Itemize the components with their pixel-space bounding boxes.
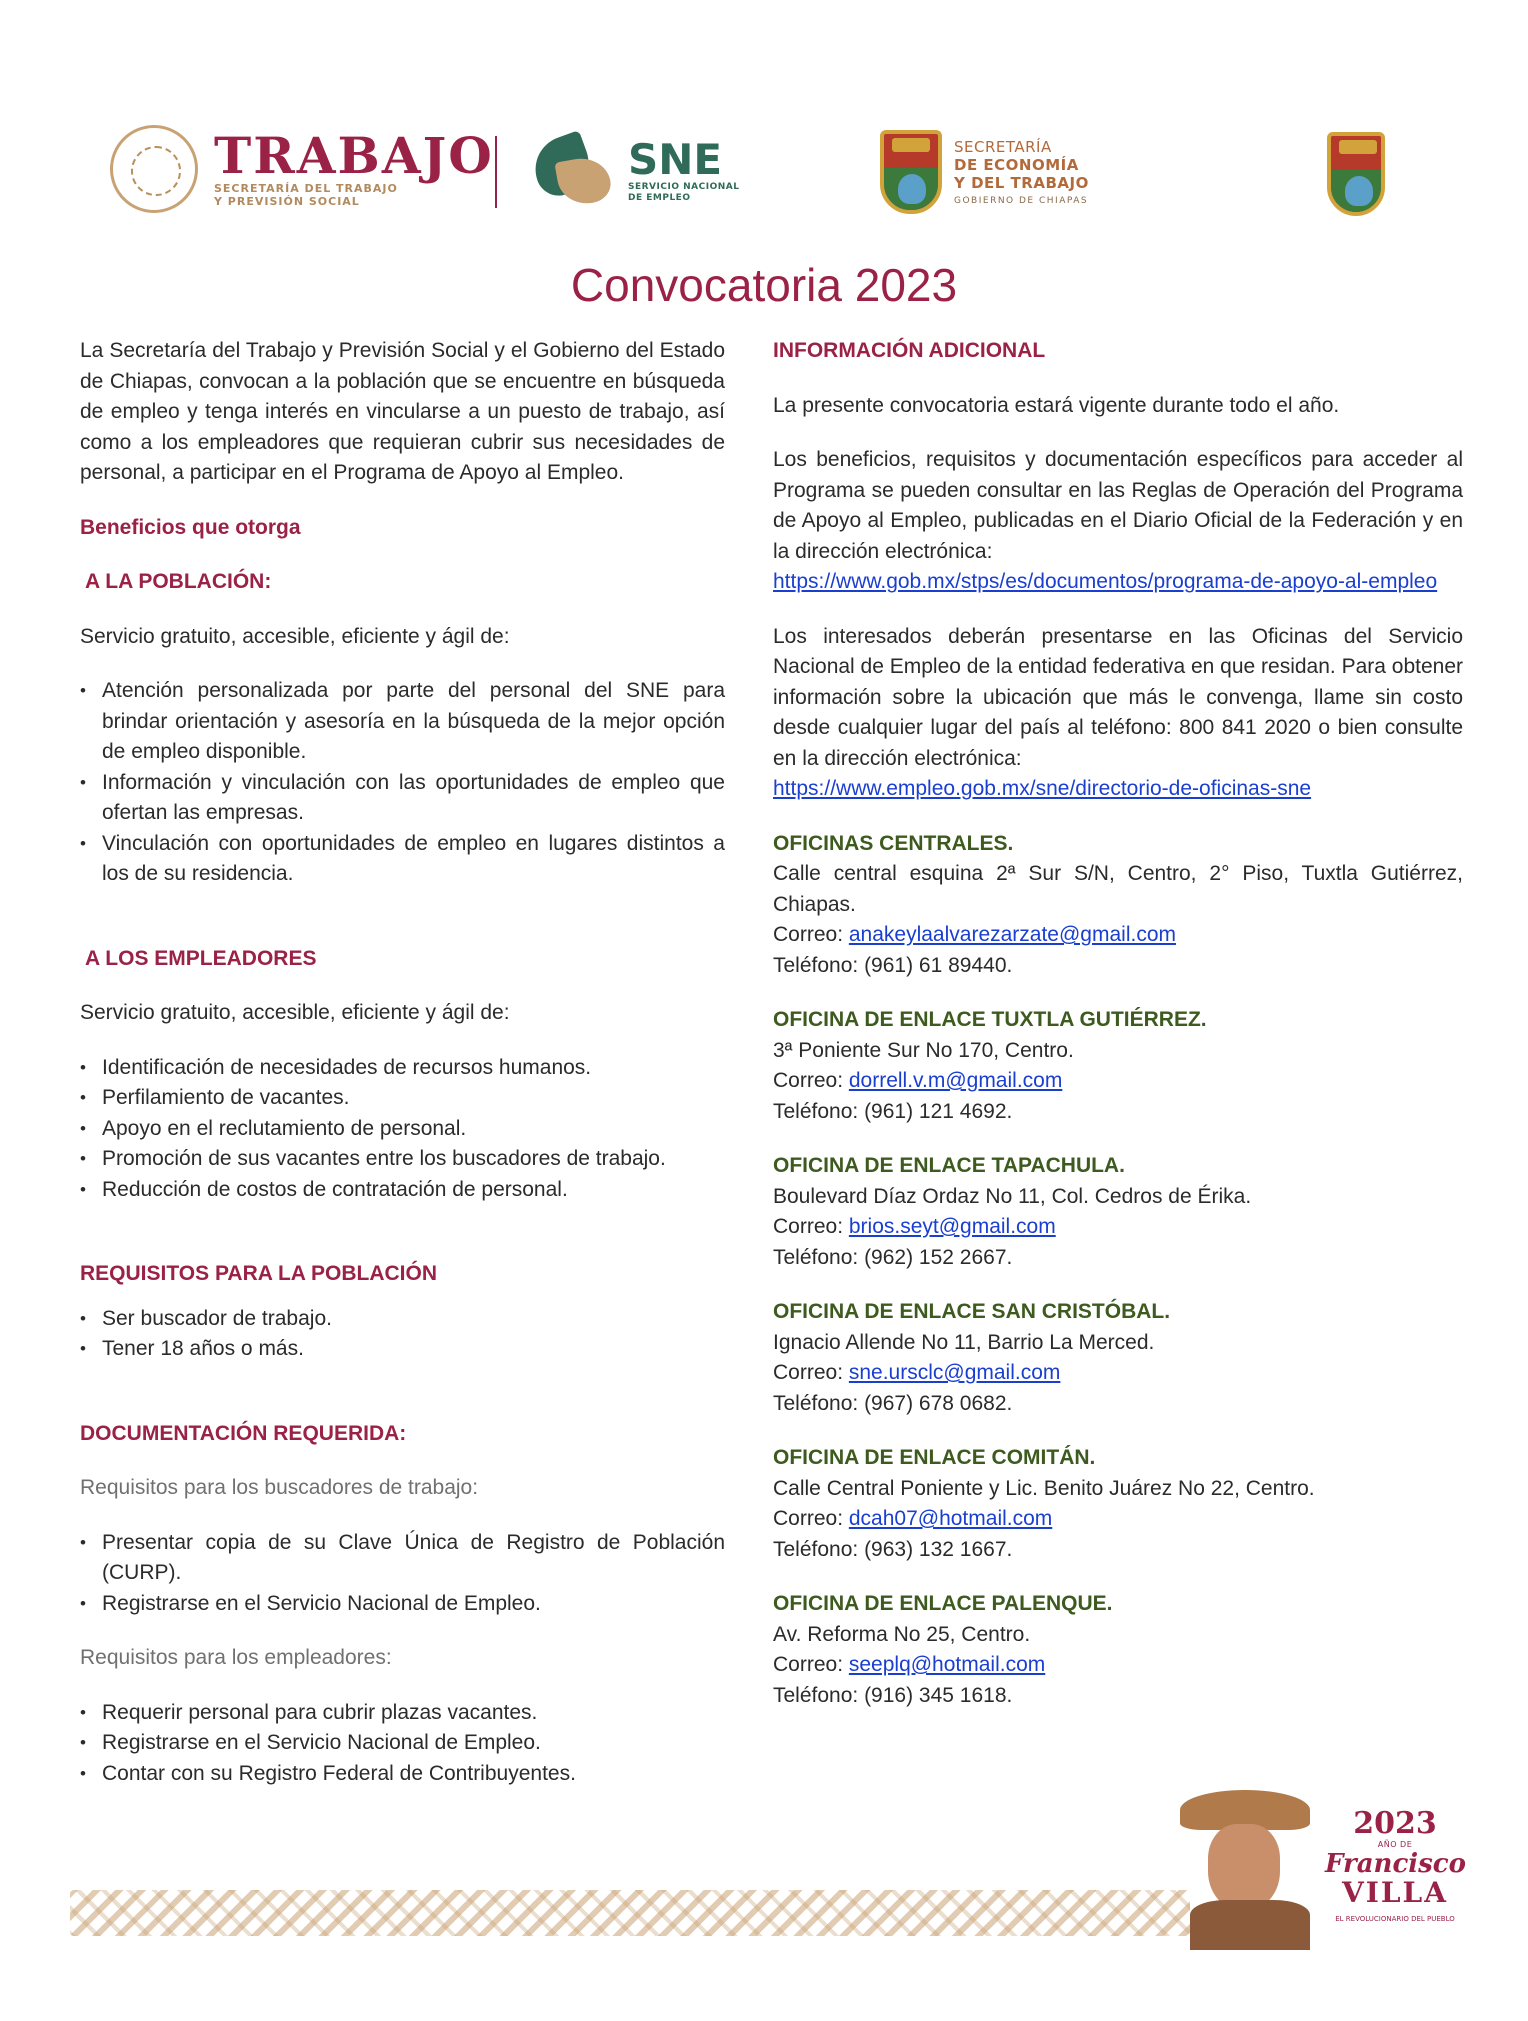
office-block bbox=[773, 1443, 1463, 1565]
right-column bbox=[773, 336, 1463, 1711]
empleadores-heading: A LOS EMPLEADORES bbox=[80, 946, 317, 970]
office-name: OFICINA DE ENLACE TUXTLA GUTIÉRREZ. bbox=[773, 1008, 1207, 1031]
intro-paragraph: La Secretaría del Trabajo y Previsión Social y el Gobierno del Estado de Chiapas, convocan a la población que se encuentre en búsqueda de empleo y tenga interés en vincularse a un puesto de trabajo, así como a los empleadores que requieran cubrir sus necesidades de personal, a participar en el Programa de Apoyo al Empleo. bbox=[80, 339, 725, 484]
office-phone: Teléfono: (961) 61 89440. bbox=[773, 953, 1013, 977]
trabajo-logo-sub1: SECRETARÍA DEL TRABAJO bbox=[214, 182, 398, 195]
vigencia-paragraph: La presente convocatoria estará vigente durante todo el año. bbox=[773, 393, 1340, 417]
office-email-link[interactable]: brios.seyt@gmail.com bbox=[848, 1215, 1056, 1238]
office-address: Ignacio Allende No 11, Barrio La Merced. bbox=[773, 1330, 1155, 1354]
francisco-villa-logo bbox=[1180, 1780, 1480, 1960]
office-address: Calle central esquina 2ª Sur S/N, Centro, 2° Piso, Tuxtla Gutiérrez, Chiapas. bbox=[773, 862, 1463, 916]
list-item: • Identificación de necesidades de recursos humanos. bbox=[80, 1053, 725, 1084]
office-email-link[interactable]: dorrell.v.m@gmail.com bbox=[848, 1069, 1063, 1092]
header bbox=[110, 120, 1430, 260]
email-label: Correo: bbox=[773, 1507, 849, 1530]
office-name: OFICINA DE ENLACE COMITÁN. bbox=[773, 1446, 1096, 1469]
trabajo-logo-sub2: Y PREVISIÓN SOCIAL bbox=[214, 195, 360, 208]
documentacion-heading: DOCUMENTACIÓN REQUERIDA: bbox=[80, 1421, 407, 1445]
list-item: • Registrarse en el Servicio Nacional de Empleo. bbox=[80, 1728, 725, 1759]
eco-logo-line2: DE ECONOMÍA bbox=[954, 156, 1079, 174]
logo-divider bbox=[495, 136, 497, 208]
office-email-link[interactable]: dcah07@hotmail.com bbox=[848, 1507, 1053, 1530]
office-email-line bbox=[773, 920, 1463, 951]
chiapas-coat-icon bbox=[1327, 132, 1385, 216]
doc-empleadores-label: Requisitos para los empleadores: bbox=[80, 1646, 392, 1669]
eco-logo-line1: SECRETARÍA bbox=[954, 138, 1052, 156]
list-item: • Tener 18 años o más. bbox=[80, 1334, 725, 1365]
office-name: OFICINA DE ENLACE SAN CRISTÓBAL. bbox=[773, 1300, 1171, 1323]
office-email-line bbox=[773, 1358, 1463, 1389]
villa-year: 2023 bbox=[1353, 1806, 1437, 1841]
decorative-footer-band bbox=[70, 1890, 1190, 1936]
office-name: OFICINA DE ENLACE PALENQUE. bbox=[773, 1592, 1113, 1615]
villa-tagline: EL REVOLUCIONARIO DEL PUEBLO bbox=[1335, 1915, 1455, 1923]
economia-logo bbox=[880, 130, 1089, 214]
office-email-link[interactable]: sne.ursclc@gmail.com bbox=[848, 1361, 1061, 1384]
office-address: 3ª Poniente Sur No 170, Centro. bbox=[773, 1038, 1074, 1062]
poblacion-heading: A LA POBLACIÓN: bbox=[80, 570, 272, 593]
email-label: Correo: bbox=[773, 923, 849, 946]
chiapas-coat-logo bbox=[1327, 132, 1385, 216]
doc-buscadores-list bbox=[80, 1528, 725, 1620]
trabajo-logo-word: TRABAJO bbox=[214, 126, 494, 185]
interesados-paragraph: Los interesados deberán presentarse en las Oficinas del Servicio Nacional de Empleo de la entidad federativa en que residan. Para obtener información sobre la ubicación que más le convenga, llame sin costo desde cualquier lugar del país al teléfono: 800 841 2020 o bien consulte en la dirección electrónica: bbox=[773, 624, 1463, 770]
list-item: • Promoción de sus vacantes entre los buscadores de trabajo. bbox=[80, 1144, 725, 1175]
office-phone: Teléfono: (962) 152 2667. bbox=[773, 1245, 1013, 1269]
empleadores-intro: Servicio gratuito, accesible, eficiente y ágil de: bbox=[80, 1001, 510, 1024]
empleadores-list bbox=[80, 1053, 725, 1206]
chiapas-shield-icon bbox=[880, 130, 942, 214]
email-label: Correo: bbox=[773, 1653, 849, 1676]
villa-portrait-icon bbox=[1180, 1780, 1320, 1950]
requisitos-heading: REQUISITOS PARA LA POBLACIÓN bbox=[80, 1262, 438, 1285]
mexico-seal-icon bbox=[110, 125, 198, 213]
beneficios-heading: Beneficios que otorga bbox=[80, 515, 301, 539]
requisitos-list bbox=[80, 1304, 725, 1365]
beneficios-paragraph: Los beneficios, requisitos y documentación específicos para acceder al Programa se pueden consultar en las Reglas de Operación del Programa de Apoyo al Empleo, publicadas en el Diario Oficial de la Federación y en la dirección electrónica: bbox=[773, 448, 1463, 563]
office-phone: Teléfono: (967) 678 0682. bbox=[773, 1391, 1013, 1415]
list-item: • Apoyo en el reclutamiento de personal. bbox=[80, 1114, 725, 1145]
office-block bbox=[773, 1151, 1463, 1273]
list-item: • Reducción de costos de contratación de personal. bbox=[80, 1175, 725, 1206]
page-title: Convocatoria 2023 bbox=[570, 259, 958, 311]
office-email-link[interactable]: seeplq@hotmail.com bbox=[848, 1653, 1046, 1676]
office-block bbox=[773, 829, 1463, 982]
sne-logo-sub2: DE EMPLEO bbox=[628, 193, 691, 203]
office-block bbox=[773, 1589, 1463, 1711]
office-address: Av. Reforma No 25, Centro. bbox=[773, 1622, 1031, 1646]
email-label: Correo: bbox=[773, 1361, 849, 1384]
email-label: Correo: bbox=[773, 1069, 849, 1092]
left-column bbox=[80, 336, 725, 1789]
doc-empleadores-list bbox=[80, 1698, 725, 1790]
sne-logo-word: SNE bbox=[628, 135, 723, 184]
list-item: • Registrarse en el Servicio Nacional de Empleo. bbox=[80, 1589, 725, 1620]
office-phone: Teléfono: (961) 121 4692. bbox=[773, 1099, 1013, 1123]
list-item: • Contar con su Registro Federal de Contribuyentes. bbox=[80, 1759, 725, 1790]
directorio-oficinas-link[interactable]: https://www.empleo.gob.mx/sne/directorio-de-oficinas-sne bbox=[773, 777, 1312, 800]
office-address: Calle Central Poniente y Lic. Benito Juárez No 22, Centro. bbox=[773, 1476, 1315, 1500]
poblacion-intro: Servicio gratuito, accesible, eficiente y ágil de: bbox=[80, 624, 510, 648]
list-item: • Requerir personal para cubrir plazas vacantes. bbox=[80, 1698, 725, 1729]
office-email-line bbox=[773, 1066, 1463, 1097]
info-adicional-heading: INFORMACIÓN ADICIONAL bbox=[773, 339, 1046, 362]
email-label: Correo: bbox=[773, 1215, 849, 1238]
villa-name: Francisco bbox=[1325, 1849, 1466, 1879]
office-name: OFICINA DE ENLACE TAPACHULA. bbox=[773, 1154, 1125, 1177]
list-item: • Vinculación con oportunidades de empleo en lugares distintos a los de su residencia. bbox=[80, 829, 725, 890]
list-item: • Perfilamiento de vacantes. bbox=[80, 1083, 725, 1114]
sne-logo-sub1: SERVICIO NACIONAL bbox=[628, 182, 740, 192]
poblacion-list bbox=[80, 676, 725, 890]
office-block bbox=[773, 1297, 1463, 1419]
sne-logo bbox=[530, 128, 739, 214]
list-item: • Atención personalizada por parte del personal del SNE para brindar orientación y asesoría en la búsqueda de la mejor opción de empleo disponible. bbox=[80, 676, 725, 768]
office-phone: Teléfono: (916) 345 1618. bbox=[773, 1683, 1013, 1707]
office-email-line bbox=[773, 1650, 1463, 1681]
office-block bbox=[773, 1005, 1463, 1127]
office-address: Boulevard Díaz Ordaz No 11, Col. Cedros de Érika. bbox=[773, 1184, 1252, 1208]
trabajo-logo bbox=[110, 125, 494, 213]
office-email-line bbox=[773, 1212, 1463, 1243]
office-name: OFICINAS CENTRALES. bbox=[773, 831, 1014, 855]
reglas-operacion-link[interactable]: https://www.gob.mx/stps/es/documentos/programa-de-apoyo-al-empleo bbox=[773, 570, 1438, 593]
handshake-icon bbox=[530, 128, 616, 214]
office-email-link[interactable]: anakeylaalvarezarzate@gmail.com bbox=[848, 923, 1176, 946]
villa-last: VILLA bbox=[1342, 1876, 1448, 1909]
list-item: • Presentar copia de su Clave Única de Registro de Población (CURP). bbox=[80, 1528, 725, 1589]
doc-buscadores-label: Requisitos para los buscadores de trabajo: bbox=[80, 1476, 479, 1499]
villa-anio: AÑO DE bbox=[1377, 1840, 1413, 1849]
eco-logo-line3: Y DEL TRABAJO bbox=[954, 174, 1089, 192]
office-email-line bbox=[773, 1504, 1463, 1535]
list-item: • Información y vinculación con las oportunidades de empleo que ofertan las empresas. bbox=[80, 768, 725, 829]
list-item: • Ser buscador de trabajo. bbox=[80, 1304, 725, 1335]
eco-logo-gob: GOBIERNO DE CHIAPAS bbox=[954, 196, 1089, 206]
office-phone: Teléfono: (963) 132 1667. bbox=[773, 1537, 1013, 1561]
